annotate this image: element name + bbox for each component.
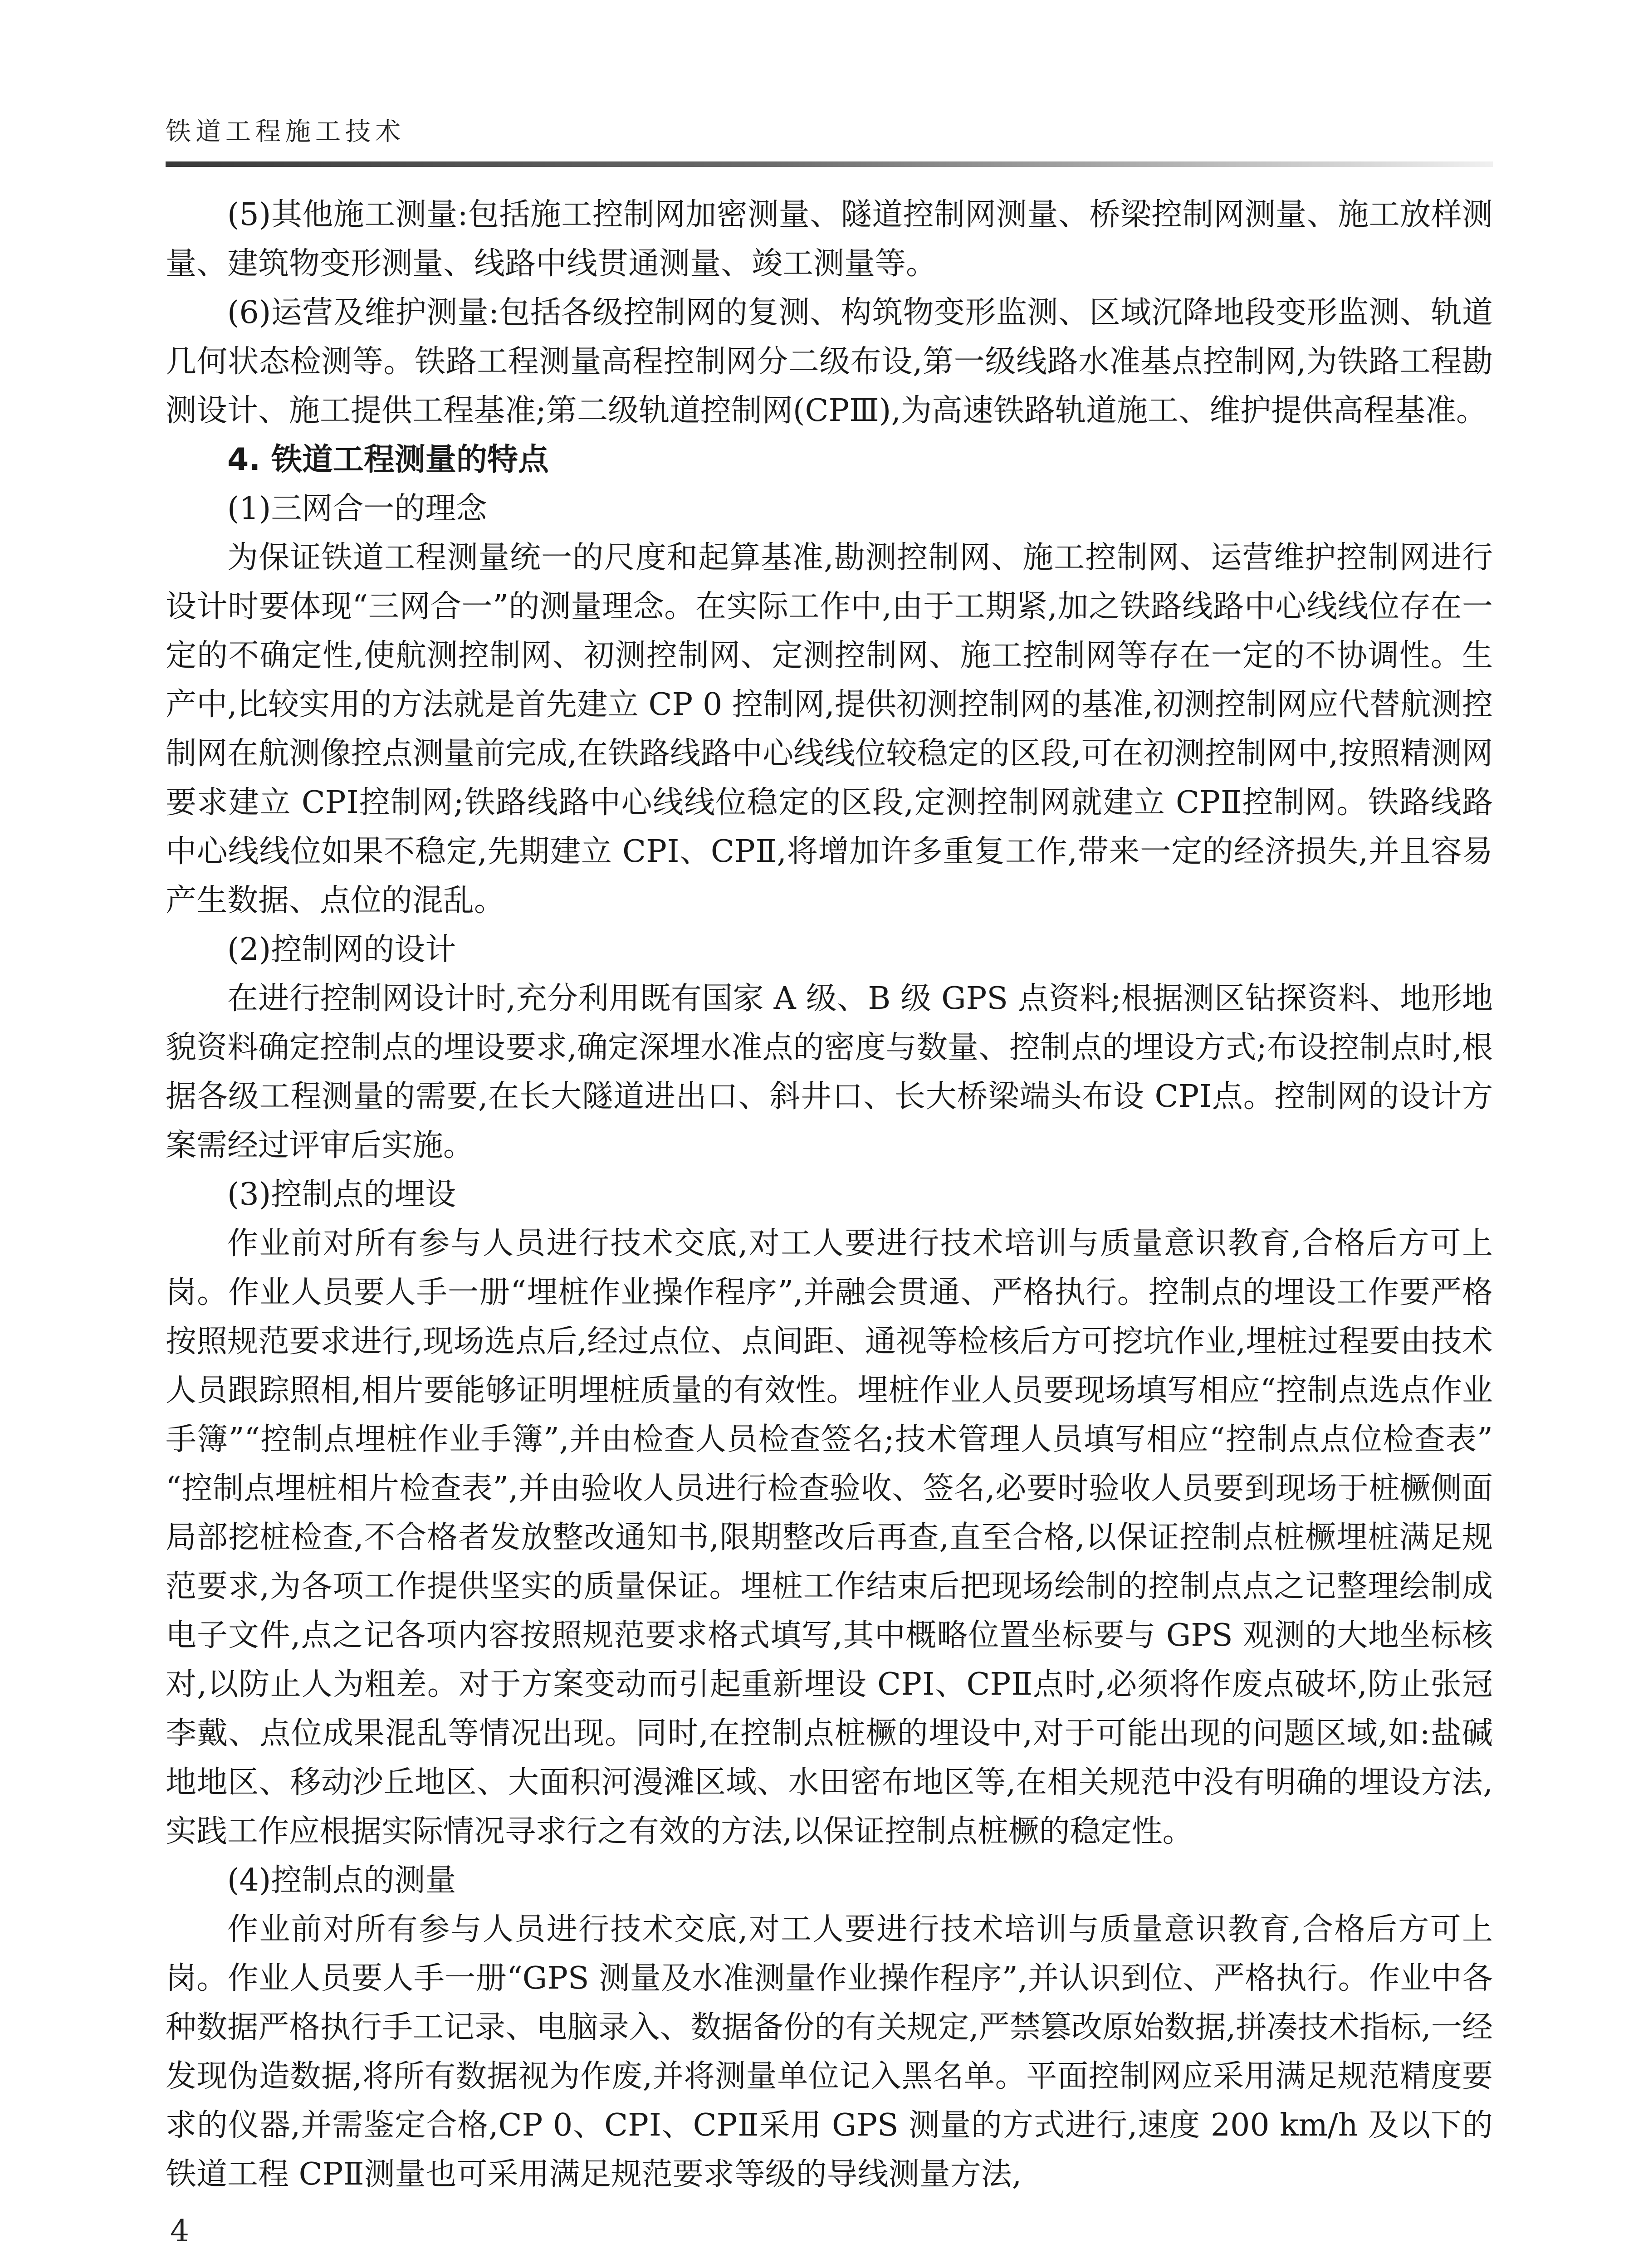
paragraph-network-design: 在进行控制网设计时,充分利用既有国家 A 级、B 级 GPS 点资料;根据测区钻探资料、地形地貌资料确定控制点的埋设要求,确定深埋水准点的密度与数量、控制点的埋设方式;布设控制点时,根据各级工程测量的需要,在长大隧道进出口、斜井口、长大桥梁端头布设 CPⅠ点。控制网的设计方案需经过评审后实施。 [166, 981, 1493, 1163]
paragraph-other-surveys: (5)其他施工测量:包括施工控制网加密测量、隧道控制网测量、桥梁控制网测量、施工放样测量、建筑物变形测量、线路中线贯通测量、竣工测量等。 [166, 197, 1493, 282]
subheading-point-burial: (3)控制点的埋设 [227, 1177, 456, 1212]
subheading-three-networks: (1)三网合一的理念 [227, 491, 487, 527]
page-number: 4 [170, 2214, 189, 2248]
paragraph-point-burial: 作业前对所有参与人员进行技术交底,对工人要进行技术培训与质量意识教育,合格后方可上岗。作业人员要人手一册“埋桩作业操作程序”,并融会贯通、严格执行。控制点的埋设工作要严格按照规范要求进行,现场选点后,经过点位、点间距、通视等检核后方可挖坑作业,埋桩过程要由技术人员跟踪照相,相片要能够证明埋桩质量的有效性。埋桩作业人员要现场填写相应“控制点选点作业手簿”“控制点埋桩作业手簿”,并由检查人员检查签名;技术管理人员填写相应“控制点点位检查表” “控制点埋桩相片检查表”,并由验收人员进行检查验收、签名,必要时验收人员要到现场于桩橛侧面局部挖桩检查,不合格者发放整改通知书,限期整改后再查,直至合格,以保证控制点桩橛埋桩满足规范要求,为各项工作提供坚实的质量保证。埋桩工作结束后把现场绘制的控制点点之记整理绘制成电子文件,点之记各项内容按照规范要求格式填写,其中概略位置坐标要与 GPS 观测的大地坐标核对,以防止人为粗差。对于方案变动而引起重新埋设 CPⅠ、CPⅡ点时,必须将作废点破坏,防止张冠李戴、点位成果混乱等情况出现。同时,在控制点桩橛的埋设中,对于可能出现的问题区域,如:盐碱地地区、移动沙丘地区、大面积河漫滩区域、水田密布地区等,在相关规范中没有明确的埋设方法,实践工作应根据实际情况寻求行之有效的方法,以保证控制点桩橛的稳定性。 [166, 1226, 1493, 1849]
paragraph-operation-maintenance-surveys: (6)运营及维护测量:包括各级控制网的复测、构筑物变形监测、区域沉降地段变形监测、轨道几何状态检测等。铁路工程测量高程控制网分二级布设,第一级线路水准基点控制网,为铁路工程勘测设计、施工提供工程基准;第二级轨道控制网(CPⅢ),为高速铁路轨道施工、维护提供高程基准。 [166, 295, 1493, 429]
body-text [166, 191, 1493, 2199]
running-header: 铁道工程施工技术 [166, 117, 405, 147]
header-rule [166, 161, 1493, 167]
subheading-network-design: (2)控制网的设计 [227, 932, 456, 968]
paragraph-point-measurement: 作业前对所有参与人员进行技术交底,对工人要进行技术培训与质量意识教育,合格后方可上岗。作业人员要人手一册“GPS 测量及水准测量作业操作程序”,并认识到位、严格执行。作业中各种数据严格执行手工记录、电脑录入、数据备份的有关规定,严禁篡改原始数据,拼凑技术指标,一经发现伪造数据,将所有数据视为作废,并将测量单位记入黑名单。平面控制网应采用满足规范精度要求的仪器,并需鉴定合格,CP 0、CPⅠ、CPⅡ采用 GPS 测量的方式进行,速度 200 km/h 及以下的铁道工程 CPⅡ测量也可采用满足规范要求等级的导线测量方法, [166, 1911, 1493, 2192]
paragraph-three-networks: 为保证铁道工程测量统一的尺度和起算基准,勘测控制网、施工控制网、运营维护控制网进行设计时要体现“三网合一”的测量理念。在实际工作中,由于工期紧,加之铁路线路中心线线位存在一定的不确定性,使航测控制网、初测控制网、定测控制网、施工控制网等存在一定的不协调性。生产中,比较实用的方法就是首先建立 CP 0 控制网,提供初测控制网的基准,初测控制网应代替航测控制网在航测像控点测量前完成,在铁路线路中心线线位较稳定的区段,可在初测控制网中,按照精测网要求建立 CPⅠ控制网;铁路线路中心线线位稳定的区段,定测控制网就建立 CPⅡ控制网。铁路线路中心线线位如果不稳定,先期建立 CPⅠ、CPⅡ,将增加许多重复工作,带来一定的经济损失,并且容易产生数据、点位的混乱。 [166, 540, 1493, 919]
section-heading: 4. 铁道工程测量的特点 [227, 442, 549, 478]
subheading-point-measurement: (4)控制点的测量 [227, 1862, 456, 1898]
